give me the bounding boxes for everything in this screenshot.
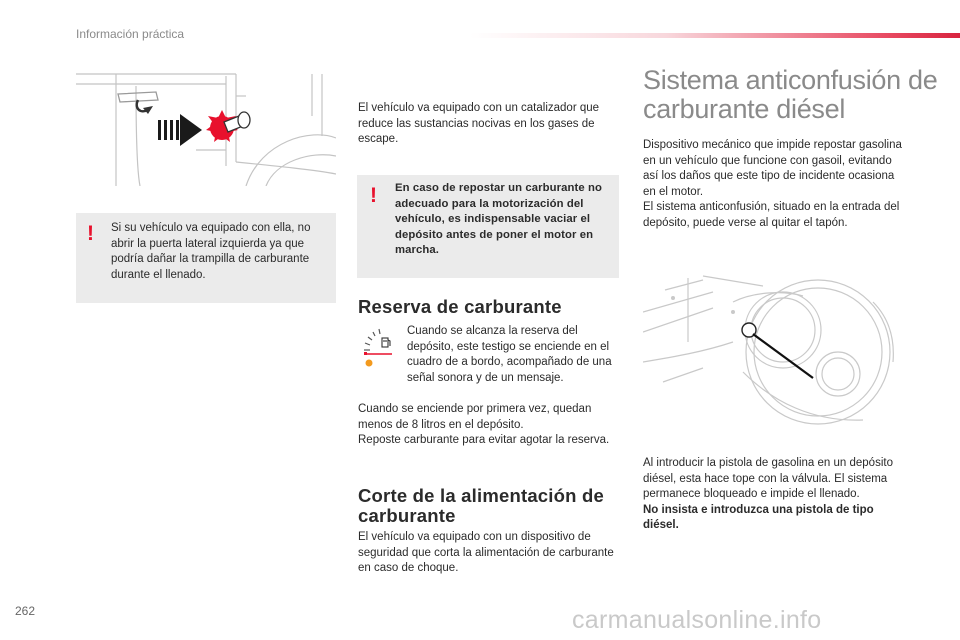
reserve-refuel-text: Reposte carburante para evitar agotar la reserva. <box>358 434 610 446</box>
fuel-flap-door-illustration <box>76 66 336 186</box>
watermark: carmanualsonline.info <box>572 606 822 634</box>
exclamation-icon: ! <box>87 222 94 245</box>
reserve-paragraph-2 <box>358 402 620 449</box>
misfuel-system-heading: Sistema anticonfusión de carburante diésel <box>643 65 938 124</box>
warning-text-sliding-door: Si su vehículo va equipado con ella, no abrir la puerta lateral izquierda ya que podría dañar la trampilla de carburante durante el llenado. <box>111 222 311 281</box>
misfuel-system-description <box>643 138 908 231</box>
header-gradient-bar <box>470 33 960 38</box>
fuel-reserve-warning-icon <box>362 324 398 370</box>
nozzle-blocked-description <box>643 456 908 534</box>
reserve-paragraph: Cuando se alcanza la reserva del depósito, este testigo se enciende en el cuadro de a bordo, acompañado de una señal sonora y de un mensaje. <box>407 325 612 384</box>
catalyst-paragraph: El vehículo va equipado con un catalizador que reduce las sustancias nocivas en los gases de escape. <box>358 102 600 145</box>
misfuel-device-text: Dispositivo mecánico que impide repostar gasolina en un vehículo que funcione con gasoil, evitando así los daños que este tipo de incidente ocasiona en el motor. <box>643 139 902 198</box>
warning-text-wrong-fuel: En caso de repostar un carburante no adecuado para la motorización del vehículo, es indispensable vaciar el depósito antes de poner el motor en marcha. <box>395 182 602 256</box>
misfuel-location-text: El sistema anticonfusión, situado en la entrada del depósito, puede verse al quitar el tapón. <box>643 201 900 229</box>
page-number: 262 <box>15 604 36 618</box>
diesel-filler-neck-illustration <box>643 272 898 432</box>
section-title: Información práctica <box>76 27 185 41</box>
reserve-litres-text: Cuando se enciende por primera vez, quedan menos de 8 litros en el depósito. <box>358 403 592 431</box>
nozzle-blocked-text: Al introducir la pistola de gasolina en un depósito diésel, esta hace tope con la válvula. El sistema permanece bloqueado e impide el llenado. <box>643 457 893 500</box>
exclamation-icon: ! <box>370 184 377 207</box>
nozzle-instruction-text: No insista e introduzca una pistola de tipo diésel. <box>643 503 874 531</box>
reserve-heading: Reserva de carburante <box>358 296 562 317</box>
fuel-cutoff-heading: Corte de la alimentación de carburante <box>358 485 604 526</box>
fuel-cutoff-paragraph: El vehículo va equipado con un dispositivo de seguridad que corta la alimentación de carburante en caso de choque. <box>358 531 614 574</box>
